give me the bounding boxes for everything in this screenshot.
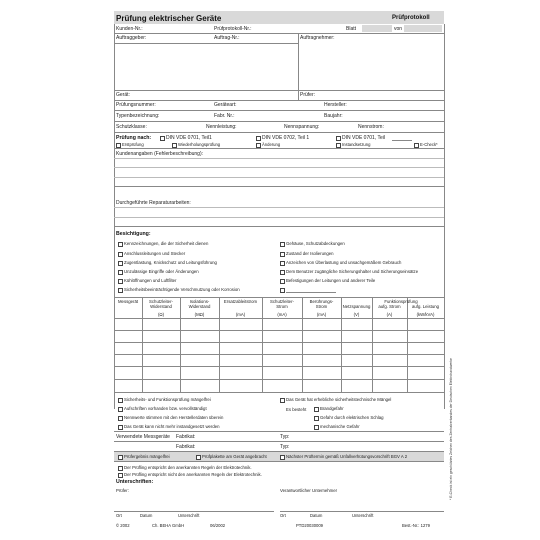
besichtigung-left-5: Sicherheitsbeeinträchtigende Verschmutzung oder Korrosion bbox=[124, 287, 240, 292]
th-messgeraet: Messgerät bbox=[117, 299, 139, 304]
th-funktion-strom: aufg. Strom bbox=[378, 304, 401, 309]
besichtigung-left-4: Kühlöffnungen und Luftfilter bbox=[124, 278, 177, 283]
unterschrift-2-label: Unterschrift bbox=[352, 513, 374, 518]
besichtigung-right-0-checkbox[interactable] bbox=[280, 242, 285, 247]
entspricht-nicht-label: Der Prüfling entspricht nicht den anerkannten Regeln der Elektrotechnik. bbox=[124, 472, 262, 477]
mechanisch-label: mechanische Gefahr bbox=[320, 424, 360, 429]
entspricht-label: Der Prüfling entspricht den anerkannten Regeln der Elektrotechnik. bbox=[124, 465, 252, 470]
datum-2-label: Datum bbox=[310, 513, 323, 518]
result-maengel: Das Gerät hat erhebliche sicherheitstechnische Mängel bbox=[286, 397, 392, 402]
side-note-text: * E-Check ist ein geschütztes Zeichen des Zentralverbandes der Deutschen Elektrohandwerke bbox=[449, 358, 453, 500]
th-schutzleiterstrom-2: Strom bbox=[276, 304, 288, 309]
result-nicht-instandsetzbar: Das Gerät kann nicht mehr instandgesetzt werden bbox=[124, 424, 220, 429]
footer-date: 06/2002 bbox=[210, 523, 226, 528]
typ-2-label: Typ: bbox=[280, 444, 290, 450]
besichtigung-right-1-checkbox[interactable] bbox=[280, 252, 285, 257]
pruefprotokoll-nr-label: Prüfprotokoll-Nr.: bbox=[214, 26, 252, 32]
besichtigung-left-0-checkbox[interactable] bbox=[118, 242, 123, 247]
e-check-label: E-Check* bbox=[420, 142, 438, 147]
footer-code: PTD20030009 bbox=[296, 523, 324, 528]
besichtigung-left-5-checkbox[interactable] bbox=[118, 288, 123, 293]
th-schutzleiter-2: Widerstand bbox=[150, 304, 172, 309]
result-maengel-checkbox[interactable] bbox=[280, 398, 285, 403]
unterschriften-title: Unterschriften: bbox=[116, 479, 154, 485]
ort-2-label: Ort bbox=[280, 513, 286, 518]
besichtigung-right-4: Befestigungen der Leitungen und anderer Teile bbox=[286, 278, 376, 283]
schlag-label: Gefahr durch elektrischen Schlag bbox=[320, 415, 384, 420]
besichtigung-left-3: Unzulässige Eingriffe oder Änderungen bbox=[124, 269, 199, 274]
besichtigung-left-0: Kennzeichnungen, die der Sicherheit dienen bbox=[124, 241, 209, 246]
pruefergebnis-label: Prüfergebnis mängelfrei bbox=[124, 454, 170, 459]
th-beruehrung-2: Strom bbox=[315, 304, 328, 309]
form-subtitle: Prüfprotokoll bbox=[392, 15, 430, 21]
besichtigung-left-2-checkbox[interactable] bbox=[118, 261, 123, 266]
entspricht-nicht-checkbox[interactable] bbox=[118, 473, 123, 478]
th-schutzleiter-unit: (Ω) bbox=[157, 312, 165, 317]
ort-1-label: Ort bbox=[116, 513, 122, 518]
kunden-nr-label: Kunden-Nr.: bbox=[116, 26, 143, 32]
baujahr-label: Baujahr: bbox=[324, 113, 343, 119]
footer-publisher: Ch. BEHA GmbH bbox=[152, 523, 185, 528]
typ-1-label: Typ: bbox=[280, 434, 290, 440]
th-beruehrung-unit: (mA) bbox=[316, 312, 327, 317]
din-0701-teil-checkbox[interactable] bbox=[336, 136, 341, 141]
aenderung-label: Änderung bbox=[262, 142, 281, 147]
th-ersatzableit-1: Ersatzableitstrom bbox=[223, 299, 258, 304]
besichtigung-right-0: Gehäuse, Schutzabdeckungen bbox=[286, 241, 345, 246]
messgeraete-label: Verwendete Messgeräte bbox=[116, 434, 170, 440]
th-funktion-1: Funktionsprüfung bbox=[384, 299, 418, 304]
nennstrom-label: Nennstrom: bbox=[358, 124, 384, 130]
blatt-label: Blatt bbox=[346, 26, 357, 32]
besichtigung-right-3: Dem Benutzer zugängliche Sicherungshalter und Sicherungseinsätze bbox=[286, 269, 419, 274]
th-isolation-unit: (MΩ) bbox=[194, 312, 205, 317]
result-nennwerte: Nennwerte stimmen mit den Herstellerdaten überein bbox=[124, 415, 224, 420]
besichtigung-left-2: Zugentlastung, Knickschutz und Leitungsführung bbox=[124, 260, 217, 265]
pruefungsnummer-label: Prüfungsnummer: bbox=[116, 102, 156, 108]
pruefer-signature-label: Prüfer: bbox=[116, 488, 129, 493]
auftrag-nr-label: Auftrag-Nr.: bbox=[214, 35, 240, 41]
th-funktion-strom-unit: (A) bbox=[386, 312, 393, 317]
result-nicht-instandsetzbar-checkbox[interactable] bbox=[118, 425, 123, 430]
pruefplakette-checkbox[interactable] bbox=[196, 455, 201, 460]
besichtigung-left-1-checkbox[interactable] bbox=[118, 252, 123, 257]
hersteller-label: Hersteller: bbox=[324, 102, 347, 108]
von-label: von bbox=[394, 26, 403, 32]
th-schutzleiter-1: Schutzleiter- bbox=[149, 299, 173, 304]
wiederholungspruefung-label: Wiederholungsprüfung bbox=[178, 142, 221, 147]
besichtigung-left-3-checkbox[interactable] bbox=[118, 270, 123, 275]
reparatur-label: Durchgeführte Reparaturarbeiten: bbox=[116, 200, 191, 206]
schutzklasse-label: Schutzklasse: bbox=[116, 124, 147, 130]
fabrikat-2-label: Fabrikat: bbox=[176, 444, 196, 450]
th-schutzleiterstrom-1: Schutzleiter- bbox=[270, 299, 294, 304]
din-0701-teil1-checkbox[interactable] bbox=[160, 136, 165, 141]
th-isolation-1: Isolations- bbox=[189, 299, 210, 304]
fabr-nr-label: Fabr. Nr.: bbox=[214, 113, 235, 119]
form-title: Prüfung elektrischer Geräte bbox=[116, 14, 222, 23]
auftraggeber-label: Auftraggeber: bbox=[116, 35, 147, 41]
es-besteht-label: Es besteht bbox=[286, 407, 307, 412]
din-0701-teil1-label: DIN VDE 0701, Teil1 bbox=[166, 135, 212, 141]
geraeteart-label: Geräteart: bbox=[214, 102, 237, 108]
erstpruefung-label: Erstprüfung bbox=[122, 142, 144, 147]
din-0702-teil1-label: DIN VDE 0702, Teil 1 bbox=[262, 135, 310, 141]
geraet-label: Gerät: bbox=[116, 92, 130, 98]
besichtigung-right-3-checkbox[interactable] bbox=[280, 270, 285, 275]
pruefer-label: Prüfer: bbox=[300, 92, 316, 98]
din-0701-teil-label: DIN VDE 0701, Teil bbox=[342, 135, 385, 141]
besichtigung-title: Besichtigung: bbox=[116, 231, 151, 237]
besichtigung-right-5-checkbox[interactable] bbox=[280, 288, 285, 293]
th-funktion-leistung: aufg. Leistung bbox=[412, 304, 439, 309]
besichtigung-left-1: Anschlussleitungen und Stecker bbox=[124, 251, 186, 256]
besichtigung-left-4-checkbox[interactable] bbox=[118, 279, 123, 284]
auftragnehmer-label: Auftragnehmer: bbox=[300, 35, 335, 41]
nennspannung-label: Nennspannung: bbox=[284, 124, 320, 130]
mechanisch-checkbox[interactable] bbox=[314, 425, 319, 430]
besichtigung-right-2: Anzeichen von Überlastung und unsachgemäßem Gebrauch bbox=[286, 260, 402, 265]
th-schutzleiterstrom-unit: (mA) bbox=[277, 312, 287, 317]
result-aufschriften: Aufschriften vorhanden bzw. vervollständigt bbox=[124, 406, 207, 411]
unterschrift-1-label: Unterschrift bbox=[178, 513, 200, 518]
pruefergebnis-checkbox[interactable] bbox=[118, 455, 123, 460]
brandgefahr-checkbox[interactable] bbox=[314, 407, 319, 412]
entspricht-checkbox[interactable] bbox=[118, 466, 123, 471]
brandgefahr-label: Brandgefahr bbox=[320, 406, 344, 411]
schlag-checkbox[interactable] bbox=[314, 416, 319, 421]
footer-copyright: © 2002 bbox=[116, 523, 130, 528]
instandsetzung-label: Instandsetzung bbox=[342, 142, 371, 147]
th-netzspannung-unit: (V) bbox=[353, 312, 360, 317]
th-isolation-2: Widerstand bbox=[188, 304, 211, 309]
result-maengelfrei: Sicherheits- und Funktionsprüfung mängelfrei bbox=[124, 397, 211, 402]
nennleistung-label: Nennleistung: bbox=[206, 124, 237, 130]
footer-order-number: Best.-Nr.: 1279 bbox=[402, 523, 430, 528]
result-nennwerte-checkbox[interactable] bbox=[118, 416, 123, 421]
result-maengelfrei-checkbox[interactable] bbox=[118, 398, 123, 403]
besichtigung-right-1: Zustand der Isolierungen bbox=[286, 251, 334, 256]
side-note bbox=[449, 180, 457, 500]
naechster-termin-label: Nächster Prüftermin gemäß Unfallverhütungsvorschrift BGV A 2 bbox=[286, 454, 408, 459]
pruefplakette-label: Prüfplakette am Gerät angebracht bbox=[202, 454, 267, 459]
naechster-termin-checkbox[interactable] bbox=[280, 455, 285, 460]
typenbezeichnung-label: Typenbezeichnung: bbox=[116, 113, 160, 119]
result-aufschriften-checkbox[interactable] bbox=[118, 407, 123, 412]
th-beruehrung-1: Berührungs- bbox=[309, 299, 334, 304]
verantwortlich-label: Verantwortlicher Unternehmer bbox=[280, 488, 338, 493]
pruefung-nach-label: Prüfung nach: bbox=[116, 135, 152, 141]
th-netzspannung-1: Netzspannung bbox=[342, 304, 371, 309]
besichtigung-right-2-checkbox[interactable] bbox=[280, 261, 285, 266]
th-funktion-leistung-unit: (kW/kVA) bbox=[416, 312, 435, 317]
th-ersatzableit-unit: (mA) bbox=[235, 312, 246, 317]
din-0702-teil1-checkbox[interactable] bbox=[256, 136, 261, 141]
besichtigung-right-4-checkbox[interactable] bbox=[280, 279, 285, 284]
test-protocol-form bbox=[114, 11, 444, 531]
kundenangaben-label: Kundenangaben (Fehlerbeschreibung): bbox=[116, 151, 204, 157]
datum-1-label: Datum bbox=[140, 513, 153, 518]
fabrikat-1-label: Fabrikat: bbox=[176, 434, 196, 440]
